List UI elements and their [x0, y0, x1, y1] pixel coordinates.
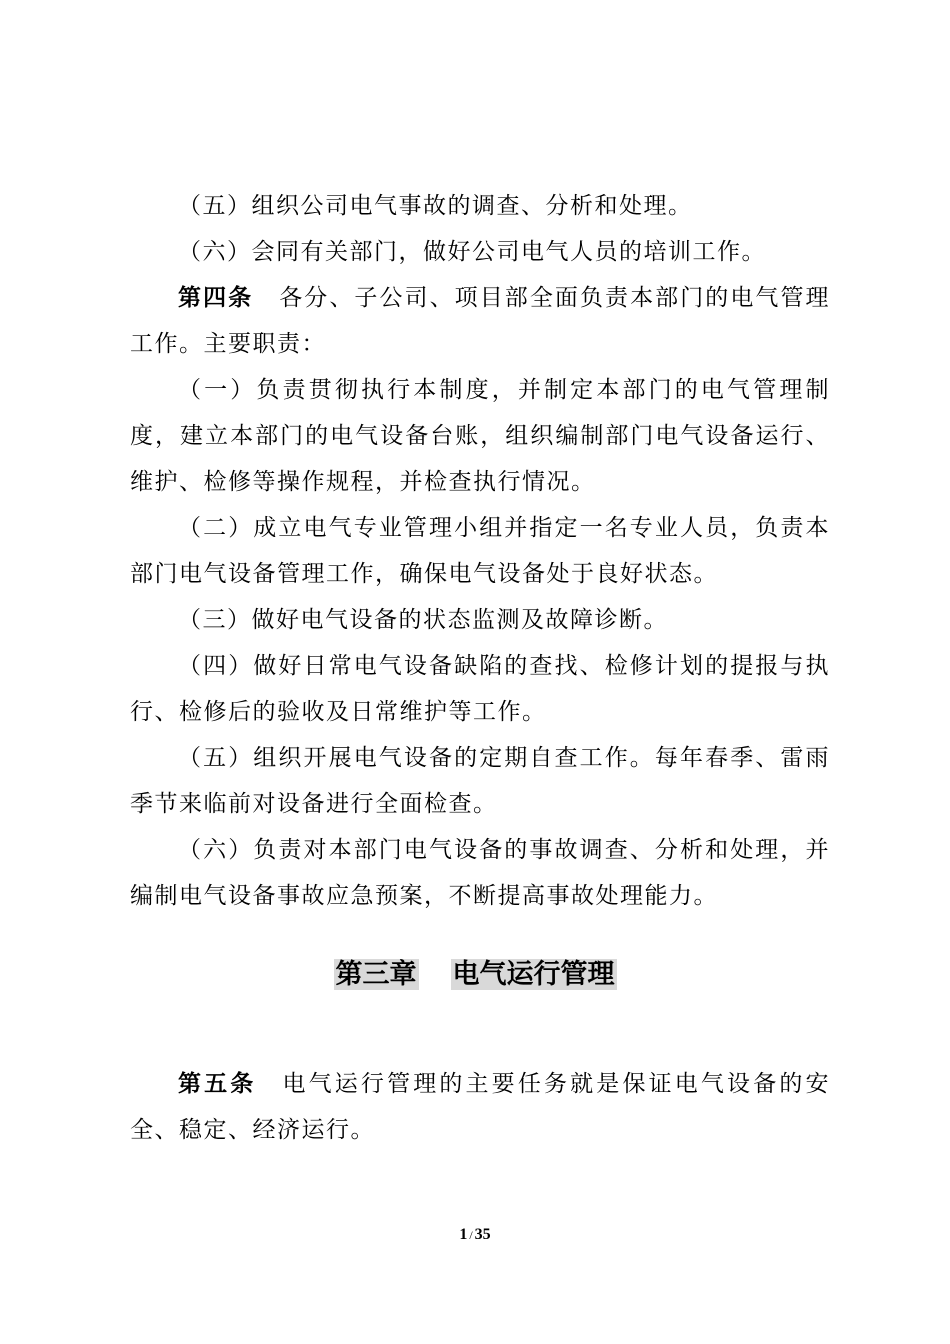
paragraph: （三）做好电气设备的状态监测及故障诊断。: [178, 607, 668, 633]
page-number: [0, 1226, 950, 1244]
chapter-title: 电气运行管理: [452, 959, 615, 990]
page-separator: /: [469, 1228, 473, 1242]
article-paragraph: 第四条 各分、子公司、项目部全面负责本部门的电气管理工作。主要职责：: [130, 285, 830, 357]
paragraph: （四）做好日常电气设备缺陷的查找、检修计划的提报与执行、检修后的验收及日常维护等工作。: [130, 653, 830, 725]
chapter-number: 第三章: [335, 959, 417, 990]
page-total: 35: [474, 1226, 491, 1243]
body-text-top: [130, 183, 830, 919]
paragraph: （五）组织公司电气事故的调查、分析和处理。: [178, 193, 693, 219]
paragraph: （六）负责对本部门电气设备的事故调查、分析和处理，并编制电气设备事故应急预案，不断提高事故处理能力。: [130, 837, 830, 909]
paragraph: （一）负责贯彻执行本制度，并制定本部门的电气管理制度，建立本部门的电气设备台账，组织编制部门电气设备运行、维护、检修等操作规程，并检查执行情况。: [130, 377, 830, 495]
paragraph: （五）组织开展电气设备的定期自查工作。每年春季、雷雨季节来临前对设备进行全面检查。: [130, 745, 830, 817]
chapter-heading: [0, 952, 950, 998]
paragraph: （二）成立电气专业管理小组并指定一名专业人员，负责本部门电气设备管理工作，确保电气设备处于良好状态。: [130, 515, 830, 587]
article-label: 第五条: [178, 1071, 257, 1097]
article-paragraph: 第五条 电气运行管理的主要任务就是保证电气设备的安全、稳定、经济运行。: [130, 1071, 831, 1143]
body-text-bottom: [130, 1061, 830, 1153]
article-label: 第四条: [178, 285, 254, 311]
paragraph: （六）会同有关部门，做好公司电气人员的培训工作。: [178, 239, 766, 265]
page-current: 1: [459, 1226, 468, 1243]
